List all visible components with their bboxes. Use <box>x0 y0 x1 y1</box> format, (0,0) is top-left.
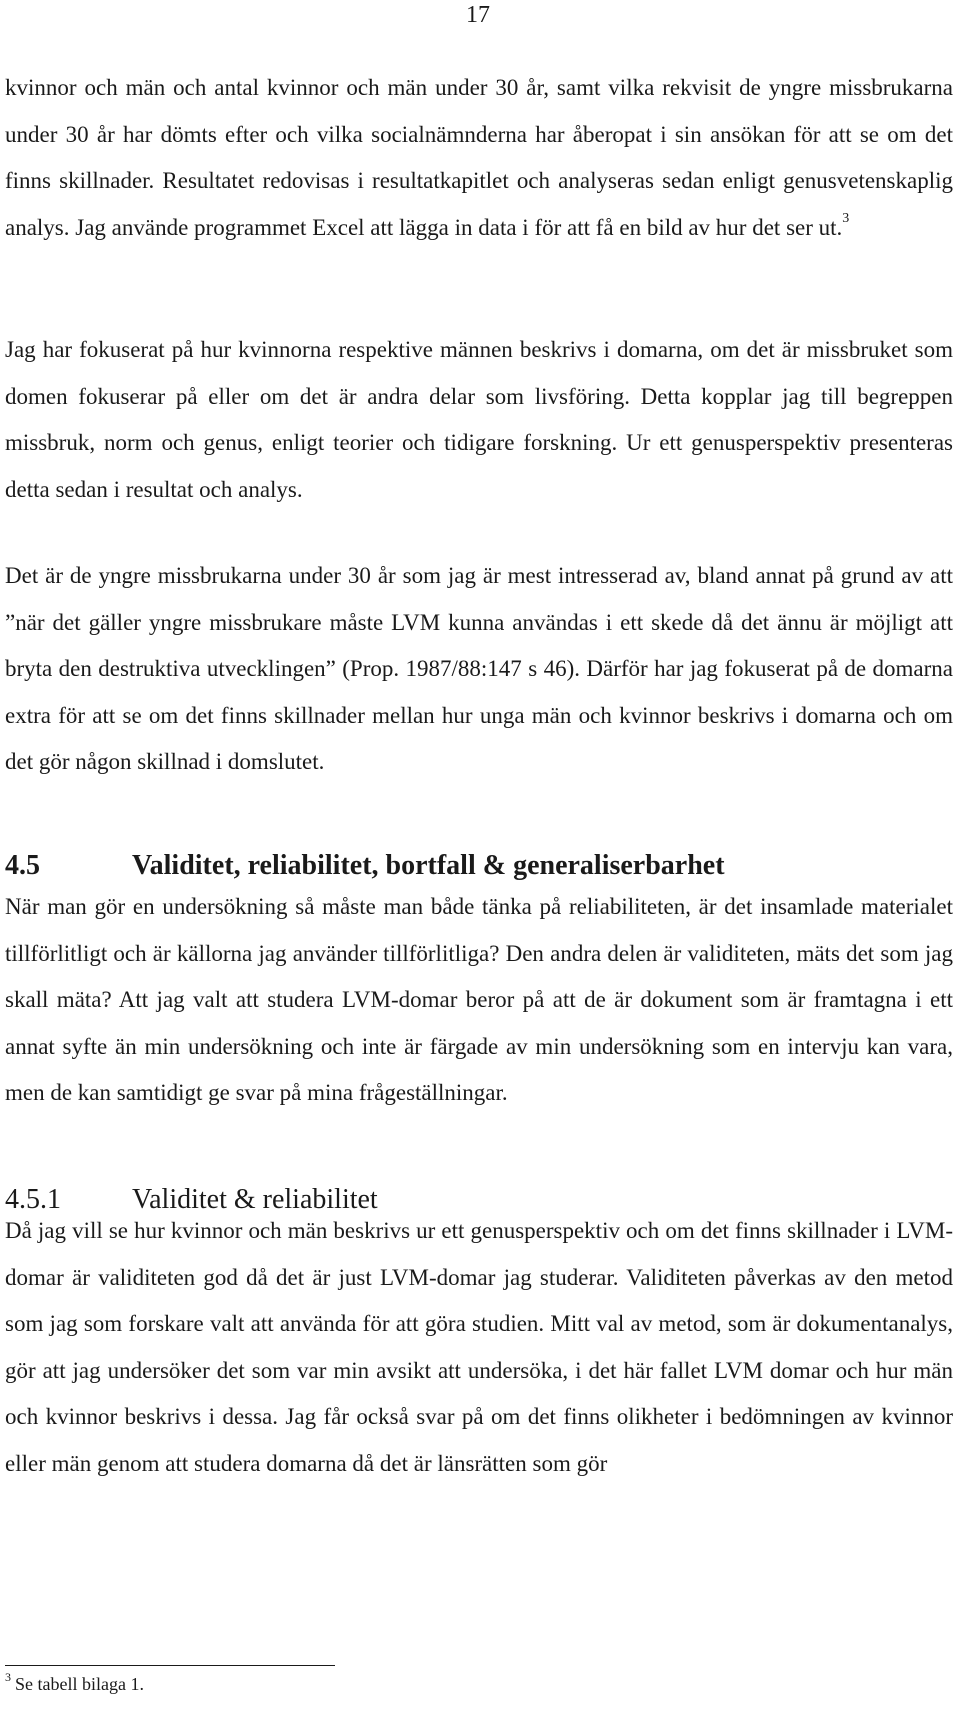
paragraph-young-addicts: Det är de yngre missbrukarna under 30 år som jag är mest intresserad av, bland annat på grund av att ”när det gäller yngre missbrukare måste LVM kunna användas i ett skede då det ännu är möjligt att bryta den destruktiva utvecklingen” (Prop. 1987/88:147 s 46). Därför har jag fokuserat på de domarna extra för att se om det finns skillnader mellan hur unga män och kvinnor beskrivs i domarna och om det gör någon skillnad i domslutet. <box>5 563 953 774</box>
footnote-divider <box>5 1665 335 1666</box>
footnote-reference: 3 <box>842 210 850 226</box>
footnote-marker: 3 <box>5 1670 11 1684</box>
paragraph-text: kvinnor och män och antal kvinnor och män under 30 år, samt vilka rekvisit de yngre missbrukarna under 30 år har dömts efter och vilka socialnämnderna har åberopat i sin ansökan för att se om det finns skillnader. Resultatet redovisas i resultatkapitlet och analyseras sedan enligt genusvetenskaplig analys. Jag använde programmet Excel att lägga in data i för att få en bild av hur det ser ut. <box>5 75 953 240</box>
paragraph-reliability: När man gör en undersökning så måste man både tänka på reliabiliteten, är det insamlade materialet tillförlitligt och är källorna jag använder tillförlitliga? Den andra delen är validiteten, mäts det som jag skall mäta? Att jag valt att studera LVM-domar beror på att de är dokument som är framtagna i ett annat syfte än min undersökning och inte är färgade av min undersökning som en intervju kan vara, men de kan samtidigt ge svar på mina frågeställningar. <box>5 894 953 1105</box>
paragraph-focus: Jag har fokuserat på hur kvinnorna respektive männen beskrivs i domarna, om det är missbruket som domen fokuserar på eller om det är andra delar som livsföring. Detta kopplar jag till begreppen missbruk, norm och genus, enligt teorier och tidigare forskning. Ur ett genusperspektiv presenteras detta sedan i resultat och analys. <box>5 337 953 502</box>
paragraph-method-data <box>5 65 953 251</box>
section-heading-4-5 <box>5 848 725 884</box>
section-title: Validitet, reliabilitet, bortfall & generaliserbarhet <box>132 850 725 881</box>
section-number: 4.5 <box>5 850 40 881</box>
page-number: 17 <box>466 2 490 28</box>
paragraph-validity: Då jag vill se hur kvinnor och män beskrivs ur ett genusperspektiv och om det finns skillnader i LVM-domar är validiteten god då det är just LVM-domar jag studerar. Validiteten påverkas av den metod som jag som forskare valt att använda för att göra studien. Mitt val av metod, som är dokumentanalys, gör att jag undersöker det som var min avsikt att undersöka, i det här fallet LVM domar och hur män och kvinnor beskrivs i dessa. Jag får också svar på om det finns olikheter i bedömningen av kvinnor eller män genom att studera domarna då det är länsrätten som gör <box>5 1218 953 1476</box>
section-number: 4.5.1 <box>5 1184 61 1215</box>
footnote <box>5 1672 144 1696</box>
footnote-text: Se tabell bilaga 1. <box>15 1674 144 1694</box>
section-title: Validitet & reliabilitet <box>132 1184 378 1215</box>
